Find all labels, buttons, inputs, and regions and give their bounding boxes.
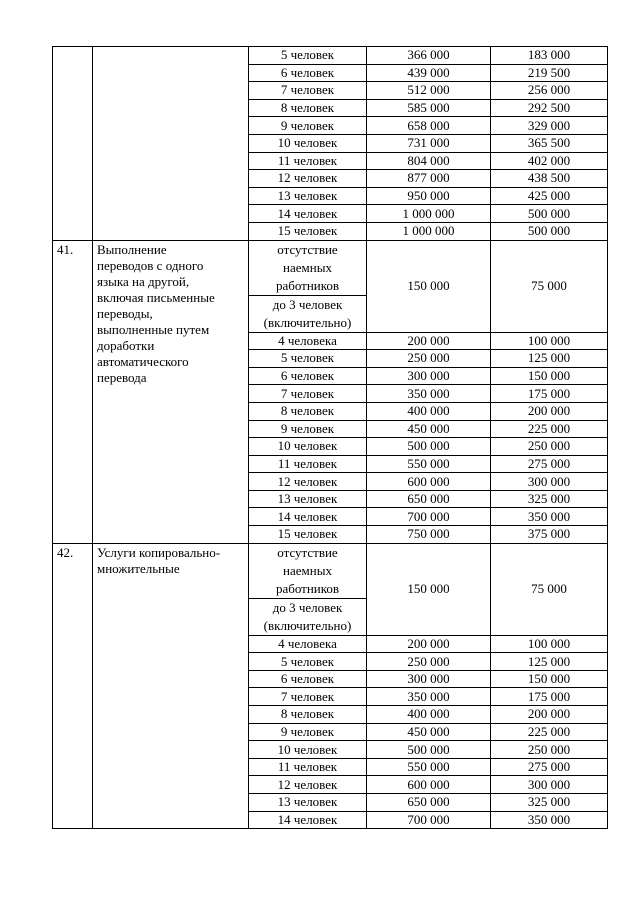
value-b-cell: 365 500: [491, 134, 608, 152]
value-b-cell: 75 000: [491, 240, 608, 332]
value-b-cell: 200 000: [491, 706, 608, 724]
value-b-cell: 250 000: [491, 438, 608, 456]
value-b-cell: 100 000: [491, 332, 608, 350]
value-a-cell: 250 000: [367, 653, 491, 671]
value-a-cell: 200 000: [367, 332, 491, 350]
employees-cell: 6 человек: [249, 367, 367, 385]
value-b-cell: 438 500: [491, 170, 608, 188]
employees-cell: 5 человек: [249, 653, 367, 671]
service-name-cell: Услуги копировально- множительные: [93, 543, 249, 829]
value-a-cell: 585 000: [367, 99, 491, 117]
value-b-cell: 325 000: [491, 794, 608, 812]
value-a-cell: 200 000: [367, 635, 491, 653]
table-row: [53, 47, 608, 65]
table-row: [53, 543, 608, 598]
row-number-cell: [53, 47, 93, 241]
value-a-cell: 650 000: [367, 794, 491, 812]
employees-cell: 11 человек: [249, 758, 367, 776]
employees-cell: 8 человек: [249, 99, 367, 117]
value-b-cell: 329 000: [491, 117, 608, 135]
value-b-cell: 183 000: [491, 47, 608, 65]
employees-cell: 4 человека: [249, 635, 367, 653]
value-b-cell: 250 000: [491, 741, 608, 759]
value-a-cell: 1 000 000: [367, 222, 491, 240]
table-row: [53, 240, 608, 295]
value-b-cell: 500 000: [491, 222, 608, 240]
value-b-cell: 225 000: [491, 723, 608, 741]
employees-cell: 13 человек: [249, 794, 367, 812]
value-a-cell: 731 000: [367, 134, 491, 152]
value-b-cell: 275 000: [491, 455, 608, 473]
value-a-cell: 150 000: [367, 543, 491, 635]
value-a-cell: 877 000: [367, 170, 491, 188]
employees-cell: 12 человек: [249, 776, 367, 794]
employees-cell: 13 человек: [249, 187, 367, 205]
value-a-cell: 450 000: [367, 723, 491, 741]
value-b-cell: 125 000: [491, 350, 608, 368]
employees-cell: 14 человек: [249, 811, 367, 829]
employees-cell: 4 человека: [249, 332, 367, 350]
value-b-cell: 402 000: [491, 152, 608, 170]
value-b-cell: 225 000: [491, 420, 608, 438]
value-b-cell: 300 000: [491, 776, 608, 794]
value-a-cell: 550 000: [367, 758, 491, 776]
value-a-cell: 300 000: [367, 367, 491, 385]
employees-cell: 9 человек: [249, 723, 367, 741]
value-b-cell: 256 000: [491, 82, 608, 100]
value-b-cell: 350 000: [491, 508, 608, 526]
value-a-cell: 700 000: [367, 811, 491, 829]
employees-cell: 9 человек: [249, 420, 367, 438]
value-a-cell: 658 000: [367, 117, 491, 135]
value-b-cell: 325 000: [491, 490, 608, 508]
employees-cell: отсутствие наемных работников: [249, 543, 367, 598]
employees-cell: отсутствие наемных работников: [249, 240, 367, 295]
row-number-cell: 41.: [53, 240, 93, 543]
value-a-cell: 550 000: [367, 455, 491, 473]
value-a-cell: 1 000 000: [367, 205, 491, 223]
value-b-cell: 150 000: [491, 670, 608, 688]
value-a-cell: 400 000: [367, 402, 491, 420]
employees-cell: до 3 человек (включительно): [249, 295, 367, 332]
value-a-cell: 950 000: [367, 187, 491, 205]
value-a-cell: 366 000: [367, 47, 491, 65]
employees-cell: 8 человек: [249, 706, 367, 724]
employees-cell: 12 человек: [249, 170, 367, 188]
value-a-cell: 750 000: [367, 526, 491, 544]
value-a-cell: 600 000: [367, 473, 491, 491]
employees-cell: 13 человек: [249, 490, 367, 508]
employees-cell: 11 человек: [249, 152, 367, 170]
employees-cell: 10 человек: [249, 134, 367, 152]
value-a-cell: 500 000: [367, 741, 491, 759]
tariff-table: [52, 46, 608, 829]
value-b-cell: 100 000: [491, 635, 608, 653]
employees-cell: 7 человек: [249, 82, 367, 100]
value-b-cell: 200 000: [491, 402, 608, 420]
tariff-table-body: [53, 47, 608, 829]
value-a-cell: 350 000: [367, 688, 491, 706]
value-a-cell: 300 000: [367, 670, 491, 688]
value-a-cell: 804 000: [367, 152, 491, 170]
value-a-cell: 350 000: [367, 385, 491, 403]
employees-cell: 11 человек: [249, 455, 367, 473]
employees-cell: 6 человек: [249, 670, 367, 688]
value-a-cell: 150 000: [367, 240, 491, 332]
value-b-cell: 500 000: [491, 205, 608, 223]
employees-cell: 7 человек: [249, 385, 367, 403]
employees-cell: 14 человек: [249, 508, 367, 526]
employees-cell: 8 человек: [249, 402, 367, 420]
row-number-cell: 42.: [53, 543, 93, 829]
value-a-cell: 400 000: [367, 706, 491, 724]
value-b-cell: 125 000: [491, 653, 608, 671]
value-a-cell: 500 000: [367, 438, 491, 456]
employees-cell: до 3 человек (включительно): [249, 598, 367, 635]
value-b-cell: 425 000: [491, 187, 608, 205]
value-b-cell: 350 000: [491, 811, 608, 829]
value-a-cell: 250 000: [367, 350, 491, 368]
value-b-cell: 219 500: [491, 64, 608, 82]
value-a-cell: 512 000: [367, 82, 491, 100]
value-b-cell: 150 000: [491, 367, 608, 385]
employees-cell: 6 человек: [249, 64, 367, 82]
value-a-cell: 439 000: [367, 64, 491, 82]
employees-cell: 12 человек: [249, 473, 367, 491]
value-b-cell: 300 000: [491, 473, 608, 491]
employees-cell: 7 человек: [249, 688, 367, 706]
value-b-cell: 75 000: [491, 543, 608, 635]
value-b-cell: 175 000: [491, 385, 608, 403]
value-a-cell: 600 000: [367, 776, 491, 794]
value-a-cell: 450 000: [367, 420, 491, 438]
value-b-cell: 175 000: [491, 688, 608, 706]
employees-cell: 5 человек: [249, 47, 367, 65]
value-b-cell: 375 000: [491, 526, 608, 544]
value-a-cell: 700 000: [367, 508, 491, 526]
employees-cell: 10 человек: [249, 741, 367, 759]
value-a-cell: 650 000: [367, 490, 491, 508]
employees-cell: 15 человек: [249, 526, 367, 544]
service-name-cell: [93, 47, 249, 241]
service-name-cell: Выполнение переводов с одного языка на другой, включая письменные переводы, выполненные путем доработки автоматического перевода: [93, 240, 249, 543]
employees-cell: 15 человек: [249, 222, 367, 240]
employees-cell: 14 человек: [249, 205, 367, 223]
employees-cell: 5 человек: [249, 350, 367, 368]
employees-cell: 10 человек: [249, 438, 367, 456]
value-b-cell: 292 500: [491, 99, 608, 117]
employees-cell: 9 человек: [249, 117, 367, 135]
value-b-cell: 275 000: [491, 758, 608, 776]
